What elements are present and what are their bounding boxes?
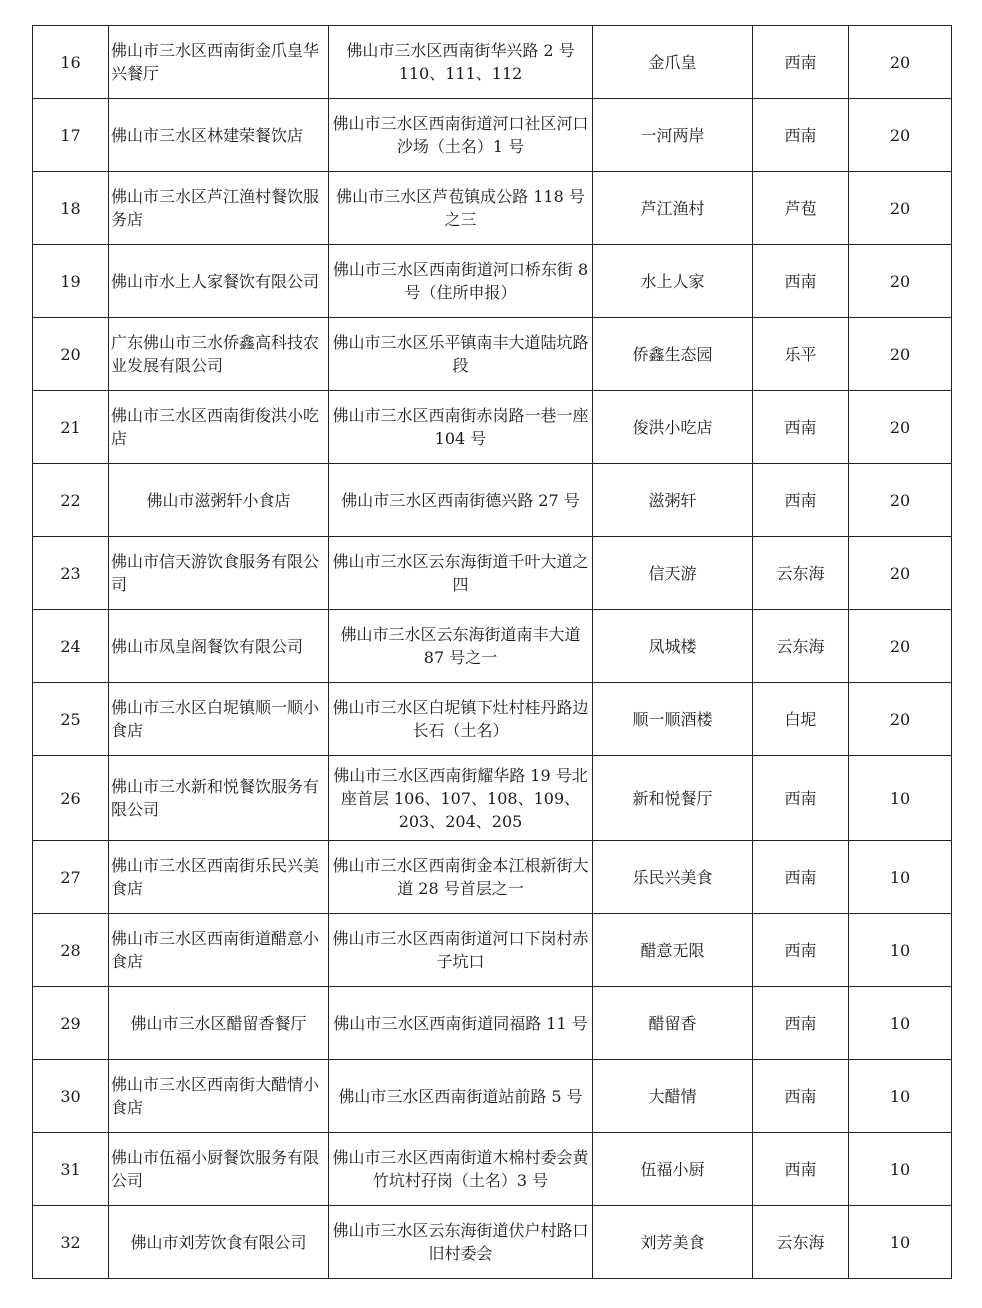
- row-number: 23: [33, 537, 109, 610]
- shop-sign: 新和悦餐厅: [593, 756, 753, 841]
- business-address: 佛山市三水区云东海街道伏户村路口旧村委会: [329, 1206, 593, 1279]
- business-name: 佛山市滋粥轩小食店: [109, 464, 329, 537]
- business-name: 佛山市凤皇阁餐饮有限公司: [109, 610, 329, 683]
- business-address: 佛山市三水区云东海街道南丰大道 87 号之一: [329, 610, 593, 683]
- business-address: 佛山市三水区西南街道河口下岗村赤子坑口: [329, 914, 593, 987]
- business-name: 佛山市三水区白坭镇顺一顺小食店: [109, 683, 329, 756]
- row-number: 16: [33, 26, 109, 99]
- business-name: 佛山市三水区醋留香餐厅: [109, 987, 329, 1060]
- score: 20: [849, 683, 952, 756]
- district: 白坭: [753, 683, 849, 756]
- district: 西南: [753, 1133, 849, 1206]
- shop-sign: 顺一顺酒楼: [593, 683, 753, 756]
- table-row: [33, 318, 952, 391]
- shop-sign: 醋留香: [593, 987, 753, 1060]
- business-name: 佛山市三水区西南街大醋情小食店: [109, 1060, 329, 1133]
- business-name: 佛山市信天游饮食服务有限公司: [109, 537, 329, 610]
- shop-sign: 俊洪小吃店: [593, 391, 753, 464]
- score: 10: [849, 987, 952, 1060]
- business-address: 佛山市三水区西南街道河口社区河口沙场（土名）1 号: [329, 99, 593, 172]
- business-name: 佛山市三水区西南街道醋意小食店: [109, 914, 329, 987]
- restaurant-list-table: [32, 25, 952, 1279]
- business-name: 佛山市水上人家餐饮有限公司: [109, 245, 329, 318]
- business-address: 佛山市三水区西南街道河口桥东街 8 号（住所申报）: [329, 245, 593, 318]
- table-row: [33, 914, 952, 987]
- score: 20: [849, 99, 952, 172]
- business-address: 佛山市三水区芦苞镇成公路 118 号之三: [329, 172, 593, 245]
- score: 10: [849, 1133, 952, 1206]
- district: 西南: [753, 841, 849, 914]
- table-row: [33, 391, 952, 464]
- shop-sign: 刘芳美食: [593, 1206, 753, 1279]
- row-number: 18: [33, 172, 109, 245]
- shop-sign: 凤城楼: [593, 610, 753, 683]
- shop-sign: 乐民兴美食: [593, 841, 753, 914]
- district: 西南: [753, 987, 849, 1060]
- row-number: 26: [33, 756, 109, 841]
- row-number: 28: [33, 914, 109, 987]
- business-name: 佛山市三水区西南街俊洪小吃店: [109, 391, 329, 464]
- score: 20: [849, 172, 952, 245]
- business-name: 广东佛山市三水侨鑫高科技农业发展有限公司: [109, 318, 329, 391]
- business-name: 佛山市三水区西南街金爪皇华兴餐厅: [109, 26, 329, 99]
- table-row: [33, 1133, 952, 1206]
- business-address: 佛山市三水区西南街赤岗路一巷一座 104 号: [329, 391, 593, 464]
- business-name: 佛山市三水区芦江渔村餐饮服务店: [109, 172, 329, 245]
- table-row: [33, 26, 952, 99]
- district: 西南: [753, 245, 849, 318]
- business-address: 佛山市三水区乐平镇南丰大道陆坑路段: [329, 318, 593, 391]
- business-name: 佛山市三水区林建荣餐饮店: [109, 99, 329, 172]
- business-name: 佛山市伍福小厨餐饮服务有限公司: [109, 1133, 329, 1206]
- shop-sign: 大醋情: [593, 1060, 753, 1133]
- district: 云东海: [753, 537, 849, 610]
- business-name: 佛山市三水新和悦餐饮服务有限公司: [109, 756, 329, 841]
- shop-sign: 醋意无限: [593, 914, 753, 987]
- table-row: [33, 841, 952, 914]
- row-number: 19: [33, 245, 109, 318]
- district: 西南: [753, 464, 849, 537]
- shop-sign: 滋粥轩: [593, 464, 753, 537]
- score: 20: [849, 464, 952, 537]
- score: 20: [849, 391, 952, 464]
- shop-sign: 水上人家: [593, 245, 753, 318]
- score: 10: [849, 1206, 952, 1279]
- table-row: [33, 683, 952, 756]
- business-address: 佛山市三水区云东海街道千叶大道之四: [329, 537, 593, 610]
- score: 20: [849, 537, 952, 610]
- score: 10: [849, 841, 952, 914]
- row-number: 22: [33, 464, 109, 537]
- score: 10: [849, 1060, 952, 1133]
- score: 20: [849, 26, 952, 99]
- business-address: 佛山市三水区西南街道站前路 5 号: [329, 1060, 593, 1133]
- table-row: [33, 1060, 952, 1133]
- score: 10: [849, 756, 952, 841]
- district: 西南: [753, 756, 849, 841]
- table-body: [33, 26, 952, 1279]
- business-name: 佛山市刘芳饮食有限公司: [109, 1206, 329, 1279]
- shop-sign: 金爪皇: [593, 26, 753, 99]
- table-row: [33, 987, 952, 1060]
- table-row: [33, 99, 952, 172]
- business-name: 佛山市三水区西南街乐民兴美食店: [109, 841, 329, 914]
- row-number: 27: [33, 841, 109, 914]
- score: 10: [849, 914, 952, 987]
- score: 20: [849, 245, 952, 318]
- table-row: [33, 756, 952, 841]
- table-row: [33, 172, 952, 245]
- business-address: 佛山市三水区西南街道同福路 11 号: [329, 987, 593, 1060]
- row-number: 30: [33, 1060, 109, 1133]
- shop-sign: 伍福小厨: [593, 1133, 753, 1206]
- row-number: 29: [33, 987, 109, 1060]
- row-number: 31: [33, 1133, 109, 1206]
- district: 西南: [753, 1060, 849, 1133]
- row-number: 24: [33, 610, 109, 683]
- business-address: 佛山市三水区西南街德兴路 27 号: [329, 464, 593, 537]
- table-row: [33, 610, 952, 683]
- district: 云东海: [753, 610, 849, 683]
- district: 西南: [753, 99, 849, 172]
- table-row: [33, 1206, 952, 1279]
- district: 芦苞: [753, 172, 849, 245]
- district: 乐平: [753, 318, 849, 391]
- row-number: 20: [33, 318, 109, 391]
- business-address: 佛山市三水区白坭镇下灶村桂丹路边长石（土名）: [329, 683, 593, 756]
- row-number: 32: [33, 1206, 109, 1279]
- table-row: [33, 464, 952, 537]
- table-row: [33, 245, 952, 318]
- business-address: 佛山市三水区西南街金本江根新街大道 28 号首层之一: [329, 841, 593, 914]
- shop-sign: 一河两岸: [593, 99, 753, 172]
- score: 20: [849, 610, 952, 683]
- district: 云东海: [753, 1206, 849, 1279]
- district: 西南: [753, 26, 849, 99]
- table-row: [33, 537, 952, 610]
- row-number: 25: [33, 683, 109, 756]
- business-address: 佛山市三水区西南街道木棉村委会黄竹坑村孖岗（土名）3 号: [329, 1133, 593, 1206]
- business-address: 佛山市三水区西南街耀华路 19 号北座首层 106、107、108、109、203、204、205: [329, 756, 593, 841]
- shop-sign: 信天游: [593, 537, 753, 610]
- shop-sign: 芦江渔村: [593, 172, 753, 245]
- shop-sign: 侨鑫生态园: [593, 318, 753, 391]
- row-number: 17: [33, 99, 109, 172]
- district: 西南: [753, 914, 849, 987]
- score: 20: [849, 318, 952, 391]
- row-number: 21: [33, 391, 109, 464]
- business-address: 佛山市三水区西南街华兴路 2 号 110、111、112: [329, 26, 593, 99]
- district: 西南: [753, 391, 849, 464]
